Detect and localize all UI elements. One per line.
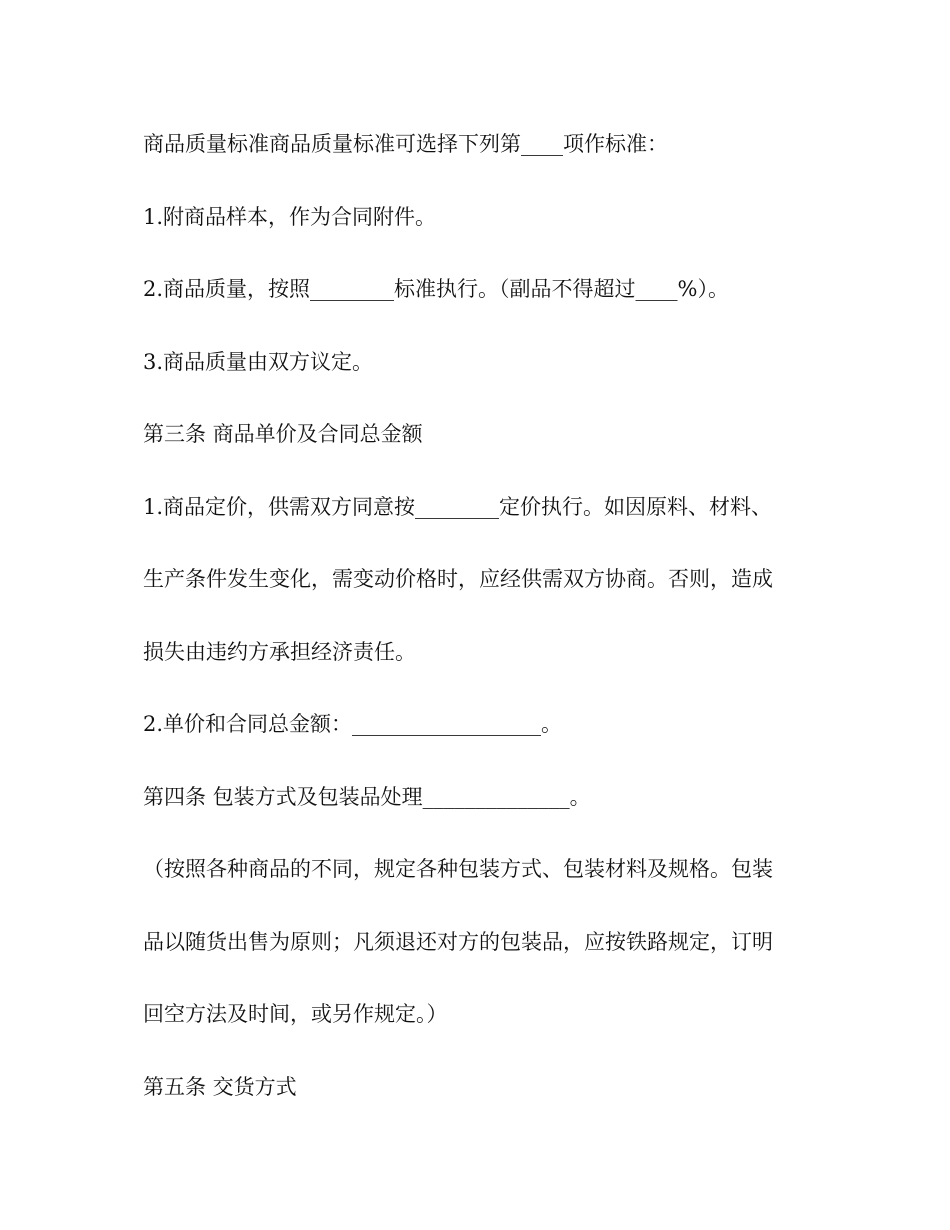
document-body [143,126,813,1141]
pricing-clause-line-3: 损失由违约方承担经济责任。 [143,639,416,664]
pricing-clause-line-2: 生产条件发生变化，需变动价格时，应经供需双方协商。否则，造成 [143,567,773,591]
quality-option-3: 3.商品质量由双方议定。 [143,349,374,374]
total-amount-clause: 2.单价和合同总金额：__________________。 [143,712,563,736]
quality-option-1: 1.附商品样本，作为合同附件。 [143,204,437,229]
article-5-heading: 第五条 交货方式 [143,1074,297,1099]
article-3-heading: 第三条 商品单价及合同总金额 [143,422,423,446]
packaging-note-line-2: 品以随货出售为原则；凡须退还对方的包装品，应按铁路规定，订明 [143,929,773,954]
article-4-heading: 第四条 包装方式及包装品处理______________。 [143,784,591,809]
pricing-clause-line-1: 1.商品定价，供需双方同意按________定价执行。如因原料、材料、 [143,494,773,519]
quality-option-2: 2.商品质量，按照________标准执行。（副品不得超过____%）。 [143,277,729,301]
packaging-note-line-3: 回空方法及时间，或另作规定。） [143,1002,448,1026]
quality-standard-intro: 商品质量标准商品质量标准可选择下列第____项作标准： [143,132,668,156]
packaging-note-line-1: （按照各种商品的不同，规定各种包装方式、包装材料及规格。包装 [143,857,773,881]
